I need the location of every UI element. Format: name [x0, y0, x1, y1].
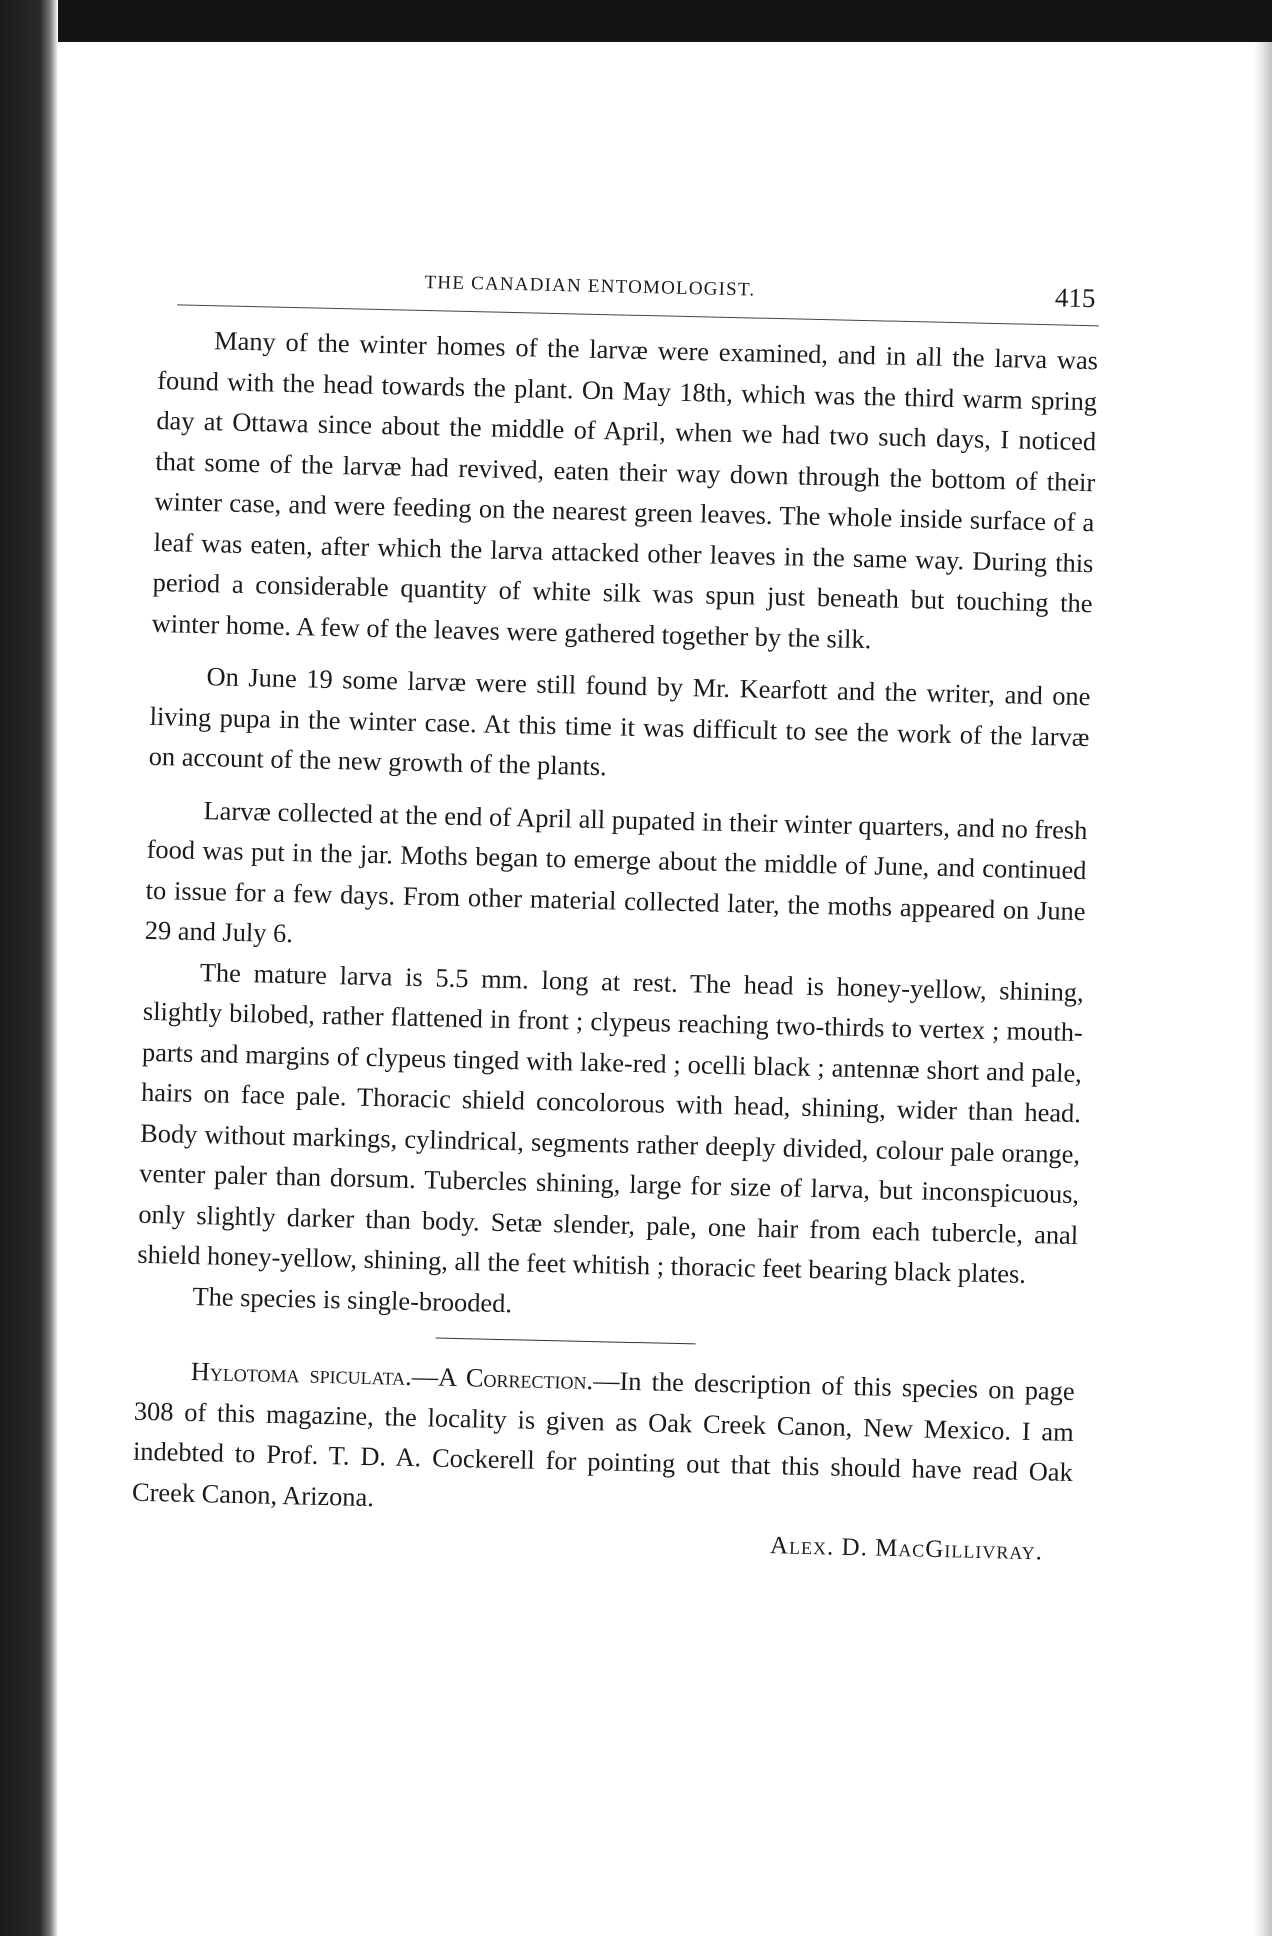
- running-head: [159, 262, 1100, 317]
- scan-right-border: [1254, 42, 1272, 1936]
- author-signature: Alex. D. MacGillivray.: [769, 1532, 1044, 1566]
- journal-title: THE CANADIAN ENTOMOLOGIST.: [424, 272, 756, 301]
- scan-left-border: [0, 0, 58, 1936]
- section-divider: [436, 1338, 696, 1345]
- paragraph-winter-homes: Many of the winter homes of the larvæ were examined, and in all the larva was found with the head towards the plant. On May 18th, which was the third warm spring day at Ottawa since about the middle of April, when we had two such days, I noticed that some of the larvæ had revived, eaten their way down through the bottom of their winter case, and were feeding on the nearest green leaves. The whole inside surface of a leaf was eaten, after which the larva attacked other leaves in the same way. During this period a considerable quantity of white silk was spun just beneath but touching the winter home. A few of the leaves were gathered together by the silk.: [151, 325, 1099, 654]
- paragraph-june-19: On June 19 some larvæ were still found by Mr. Kearfott and the writer, and one living pupa in the winter case. At this time it was difficult to see the work of the larvæ on account of the new growth of the plants.: [148, 661, 1091, 782]
- journal-page: [131, 262, 1100, 1573]
- paragraph-pupation: Larvæ collected at the end of April all pupated in their winter quarters, and no fresh food was put in the jar. Moths began to emerge about the middle of June, and continued to issue for a few days. From other material collected later, the moths appeared on June 29 and July 6.: [144, 794, 1088, 949]
- correction-heading: Hylotoma spiculata.—A Correction.: [190, 1355, 594, 1396]
- scan-top-border: [0, 0, 1272, 42]
- correction-note: [132, 1350, 1075, 1533]
- page-number: 415: [1054, 282, 1096, 314]
- paragraph-single-brooded: The species is single-brooded.: [192, 1280, 513, 1318]
- paragraph-larva-description: The mature larva is 5.5 mm. long at rest. The head is honey-yellow, shining, slightly bilobed, rather flattened in front ; clypeus reaching two-thirds to vertex ; mouth-parts and margins of clypeus tinged with lake-red ; ocelli black ; antennæ short and pale, hairs on face pale. Thoracic shield concolorous with head, shining, wider than head. Body without markings, cylindrical, segments rather deeply divided, colour pale orange, venter paler than dorsum. Tubercles shining, large for size of larva, but inconspicuous, only slightly darker than body. Setæ slender, pale, one hair from each tubercle, anal shield honey-yellow, shining, all the feet whitish ; thoracic feet bearing black plates.: [137, 956, 1085, 1289]
- correction-body: —In the description of this species on page 308 of this magazine, the locality is given as Oak Creek Canon, New Mexico. I am indebted to Prof. T. D. A. Cockerell for pointing out that this should have read Oak Creek Canon, Arizona.: [131, 1365, 1075, 1512]
